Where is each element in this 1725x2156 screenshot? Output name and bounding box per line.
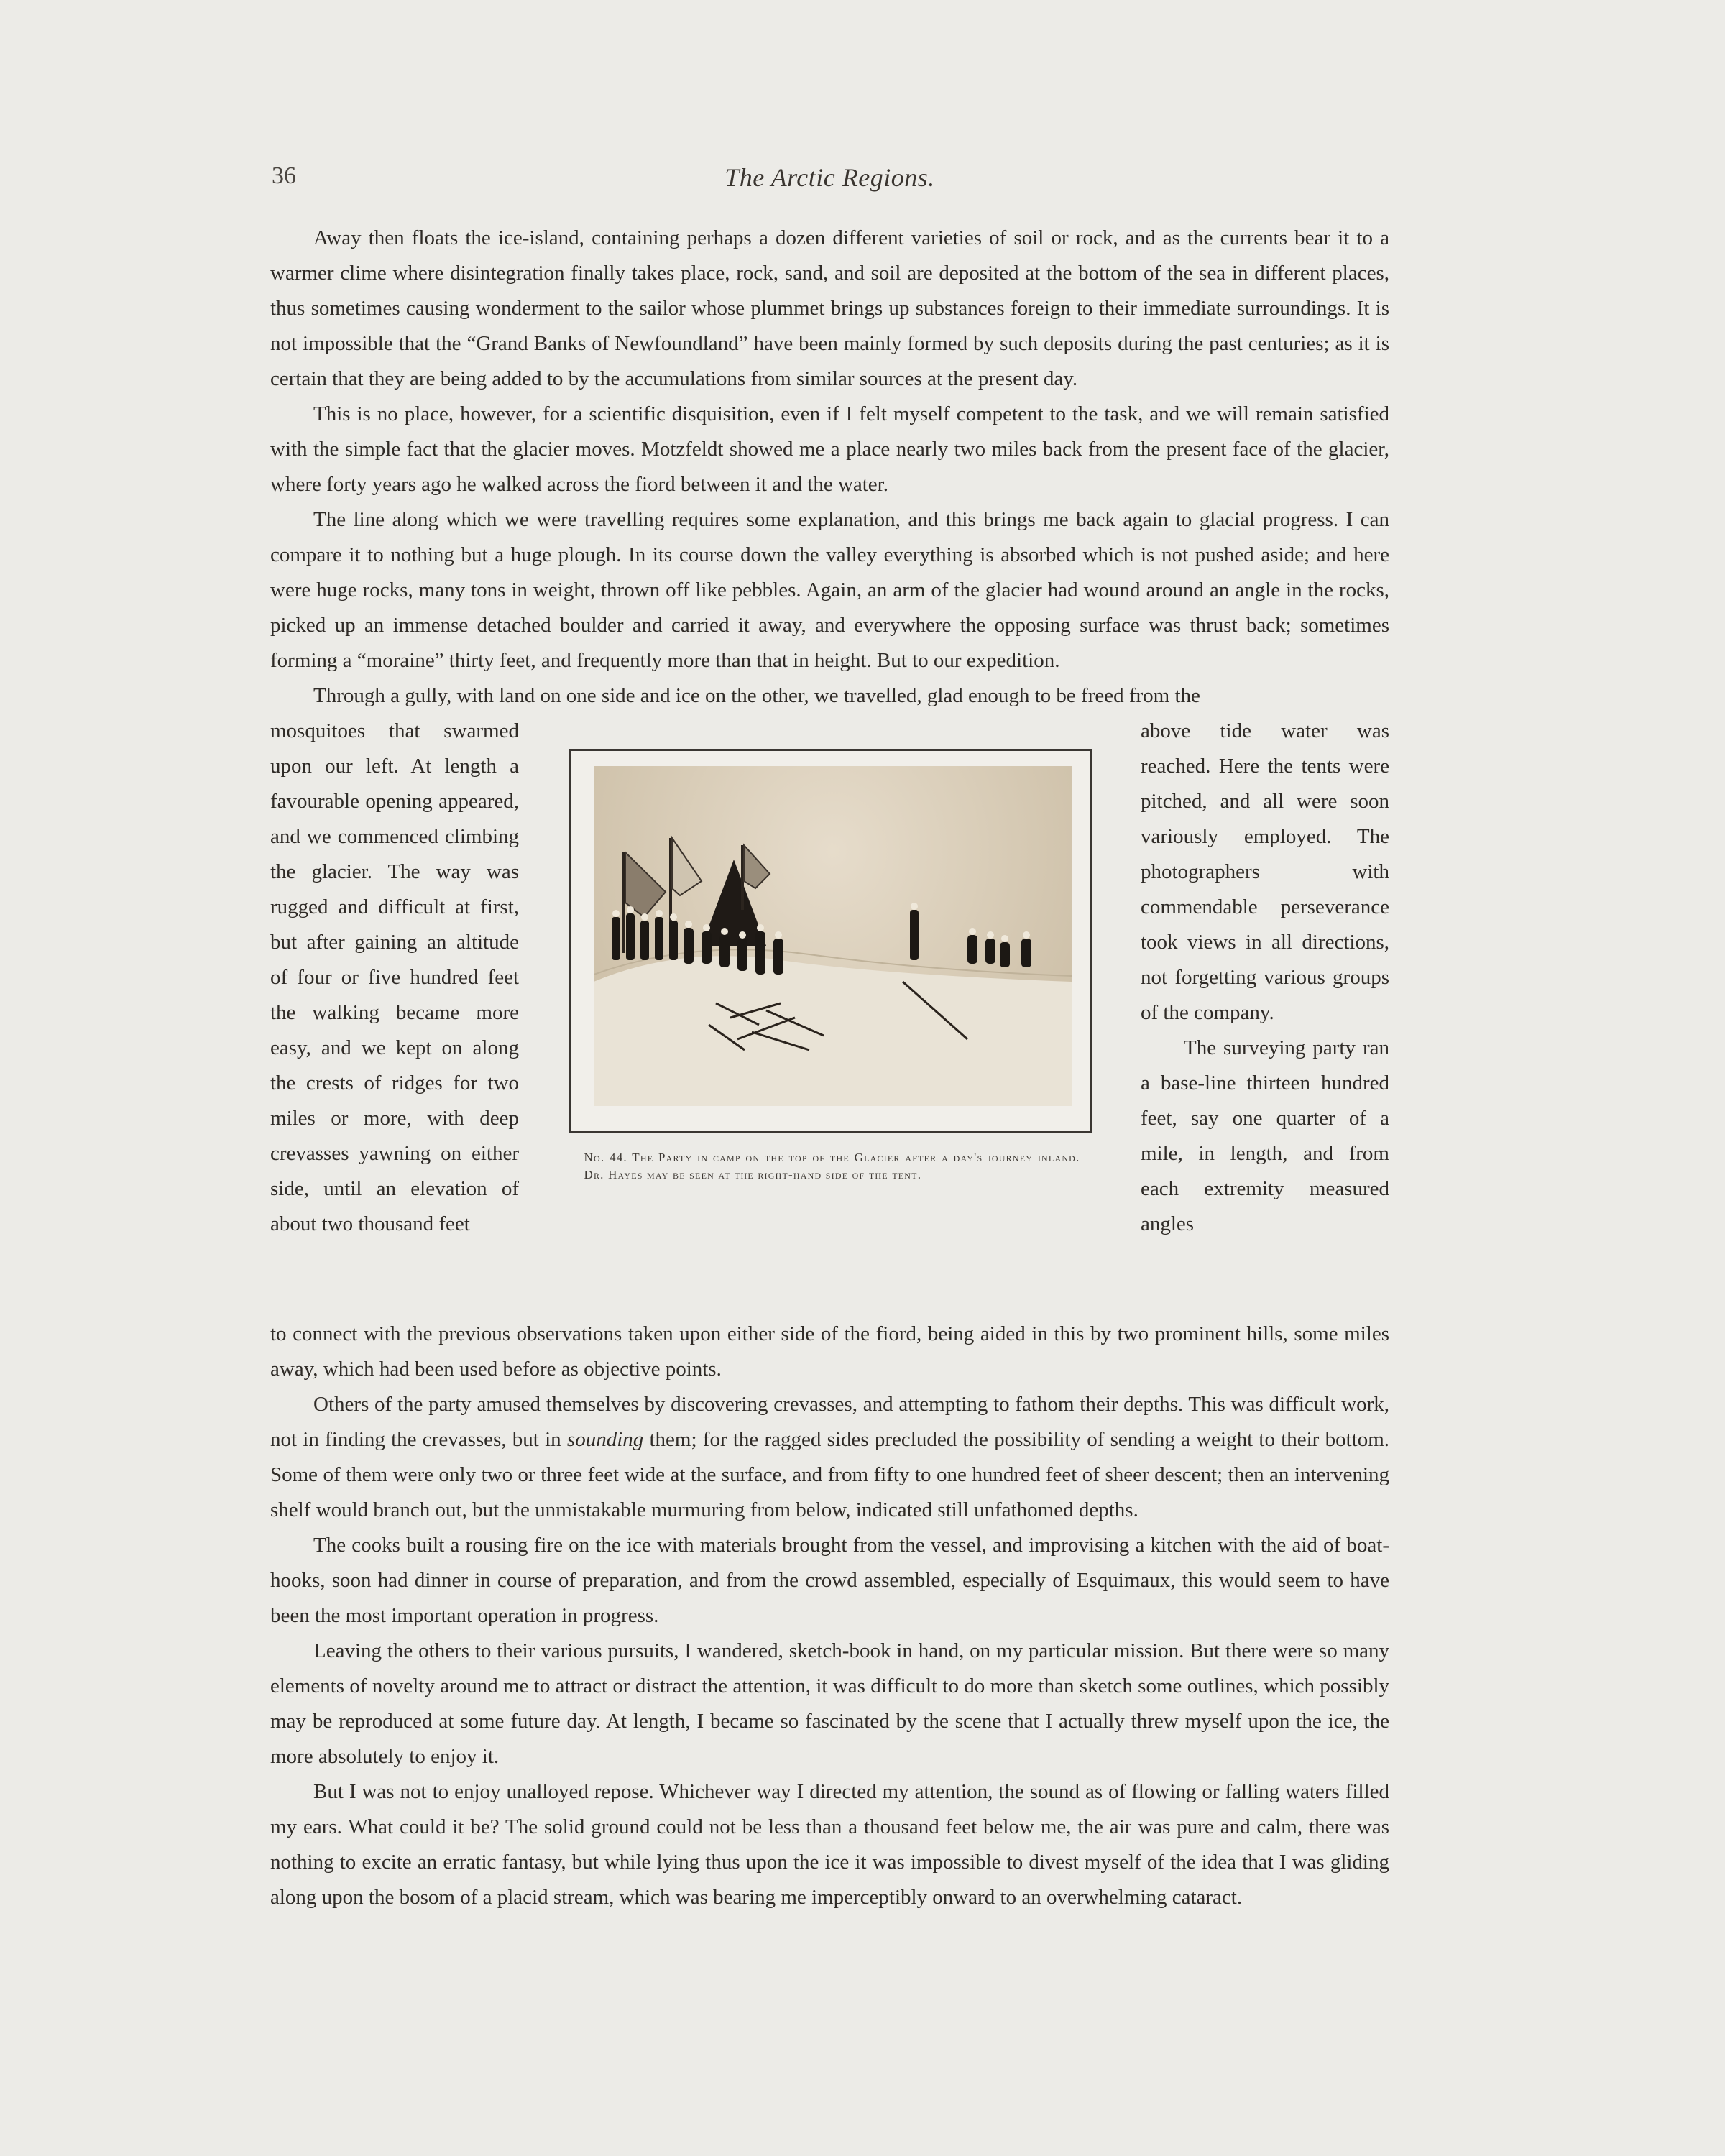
figure-wrap-region: [270, 714, 1389, 1317]
paragraph-4-right: above tide water was reached. Here the tents were pitched, and all were soon variously employed. The photographers with commendable perseverance took views in all directions, not forgetting various groups of the company.: [1141, 719, 1389, 1024]
paragraph-1: Away then floats the ice-island, containing perhaps a dozen different varieties of soil or rock, and as the currents bear it to a warmer clime where disintegration finally takes place, rock, sand, and soil are deposited at the bottom of the sea in different places, thus sometimes causing wonderment to the sailor whose plummet brings up substances foreign to their immediate surroundings. It is not impossible that the “Grand Banks of Newfoundland” have been mainly formed by such deposits during the past centuries; as it is certain that they are being added to by the accumulations from similar sources at the present day.: [270, 226, 1389, 390]
photo-illustration: [594, 766, 1072, 1106]
figure-frame: [569, 749, 1092, 1133]
figure-caption: No. 44. The Party in camp on the top of the Glacier after a day's journey inland. Dr. Hayes may be seen at the right-hand side of the tent.: [584, 1151, 1080, 1181]
paragraph-5-right: The surveying party ran a base-line thirteen hundred feet, say one quarter of a mile, in length, and from each extremity measured angles: [1141, 1036, 1389, 1235]
paragraph-3: The line along which we were travelling requires some explanation, and this brings me back again to glacial progress. I can compare it to nothing but a huge plough. In its course down the valley everything is absorbed which is not pushed aside; and here were huge rocks, many tons in weight, thrown off like pebbles. Again, an arm of the glacier had wound around an angle in the rocks, picked up an immense detached boulder and carried it away, and everywhere the opposing surface was thrust back; sometimes forming a “moraine” thirty feet, and frequently more than that in height. But to our expedition.: [270, 508, 1389, 672]
paragraph-2: This is no place, however, for a scientific disquisition, even if I felt myself competent to the task, and we will remain satisfied with the simple fact that the glacier moves. Motzfeldt showed me a place nearly two miles back from the present face of the glacier, where forty years ago he walked across the fiord between it and the water.: [270, 402, 1389, 496]
flag-center: [672, 838, 702, 895]
snow-ground: [594, 956, 1072, 1106]
paragraph-6: [270, 1387, 1389, 1528]
right-wrap-column: [1141, 714, 1389, 1242]
expedition-photograph: [594, 766, 1072, 1106]
page-header: [270, 162, 1389, 198]
body-text: [270, 221, 1389, 1915]
paragraph-4-left: mosquitoes that swarmed upon our left. At length a favourable opening appeared, and we commenced climbing the glacier. The way was rugged and difficult at first, but after gaining an altitude of four or five hundred feet the walking became more easy, and we kept on along the crests of ridges for two miles or more, with deep crevasses yawning on either side, until an elevation of about two thousand feet: [270, 719, 519, 1235]
paragraph-9: But I was not to enjoy unalloyed repose. Whichever way I directed my attention, the sound as of flowing or falling waters filled my ears. What could it be? The solid ground could not be less than a thousand feet below me, the air was pure and calm, there was nothing to excite an erratic fantasy, but while lying thus upon the ice it was impossible to divest myself of the idea that I was gliding along upon the bosom of a placid stream, which was bearing me imperceptibly onward to an overwhelming cataract.: [270, 1780, 1389, 1909]
running-title: The Arctic Regions.: [724, 163, 935, 192]
page-number: 36: [272, 162, 296, 189]
left-wrap-column: [270, 714, 519, 1242]
flag-right: [744, 845, 770, 888]
paragraph-4-lead: Through a gully, with land on one side and ice on the other, we travelled, glad enough to be freed from the: [313, 684, 1200, 707]
paragraph-7: The cooks built a rousing fire on the ice with materials brought from the vessel, and improvising a kitchen with the aid of boat-hooks, soon had dinner in course of preparation, and from the crowd assembled, especially of Esquimaux, this would seem to have been the most important operation in progress.: [270, 1534, 1389, 1627]
paragraph-5-tail: to connect with the previous observations taken upon either side of the fiord, being aided in this by two prominent hills, some miles away, which had been used before as objective points.: [270, 1322, 1389, 1381]
paragraph-6-part-b: them; for the ragged sides precluded the possibility of sending a weight to their bottom. Some of them were only two or three feet wide at the surface, and from fifty to one hundred feet of sheer descent; then an intervening shelf would branch out, but the unmistakable murmuring from below, indicated still unfathomed depths.: [270, 1428, 1390, 1521]
figure: [569, 749, 1092, 1317]
paragraph-6-emphasis: sounding: [566, 1428, 644, 1451]
paragraph-6-part-a: Others of the party amused themselves by discovering crevasses, and attempting to fathom their depths. This was difficult work, not in finding the crevasses, but in: [270, 1393, 1389, 1451]
paragraph-8: Leaving the others to their various pursuits, I wandered, sketch-book in hand, on my particular mission. But there were so many elements of novelty around me to attract or distract the attention, it was difficult to do more than sketch some outlines, which possibly may be reproduced at some future day. At length, I became so fascinated by the scene that I actually threw myself upon the ice, the more absolutely to enjoy it.: [270, 1639, 1389, 1768]
